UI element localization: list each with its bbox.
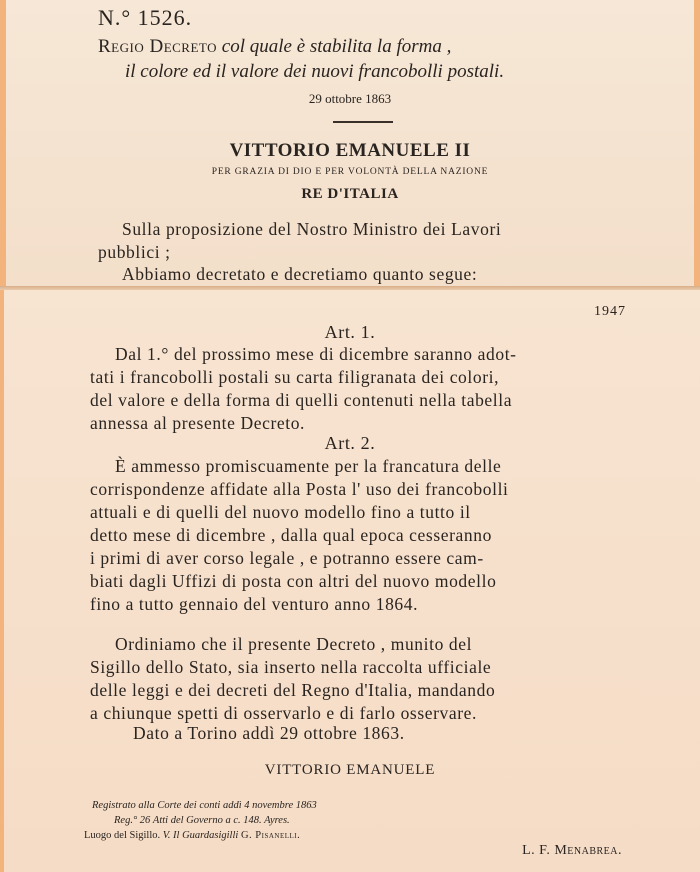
registration-line-1: Registrato alla Corte dei conti addì 4 novembre 1863: [92, 800, 317, 811]
article-line: corrispondenze affidate alla Posta l' uso dei francobolli: [90, 479, 509, 499]
seal-place: Luogo del Sigillo.: [84, 830, 161, 841]
preamble-line-1: Sulla proposizione del Nostro Ministro dei Lavori: [122, 219, 502, 239]
countersignature: [522, 843, 622, 859]
countersign-name: L. F. Menabrea.: [522, 843, 622, 858]
preamble-line-3: Abbiamo decretato e decretiamo quanto segue:: [122, 264, 478, 284]
article-line: attuali e di quelli del nuovo modello fino a tutto il: [90, 502, 471, 522]
article-line: fino a tutto gennaio del venturo anno 1864.: [90, 594, 419, 614]
keeper-of-seals: V. Il Guardasigilli: [162, 830, 239, 841]
article-heading: Art. 1.: [324, 322, 376, 342]
registration-line-3: [84, 830, 300, 841]
registration-acts: Atti del Governo a c. 148. Ayres.: [152, 815, 290, 826]
divider: [333, 121, 393, 123]
article-line: i primi di aver corso legale , e potranno essere cam-: [90, 548, 484, 568]
registration-volume: Reg.° 26: [114, 815, 151, 826]
decree-date: 29 ottobre 1863: [308, 91, 392, 106]
given-at: Dato a Torino addì 29 ottobre 1863.: [133, 723, 405, 743]
registration-line-2: [114, 815, 290, 826]
decree-type: Regio Decreto: [98, 36, 218, 57]
article-line: biati dagli Uffizi di posta con altri del nuovo modello: [90, 571, 497, 591]
article-line: del valore e della forma di quelli contenuti nella tabella: [90, 390, 513, 410]
article-line: Dal 1.° del prossimo mese di dicembre saranno adot-: [115, 344, 517, 364]
decree-title-line2: il colore ed il valore dei nuovi francobolli postali.: [125, 61, 505, 82]
closing-line: a chiunque spetti di osservarlo e di farlo osservare.: [90, 703, 478, 723]
article-line: annessa al presente Decreto.: [90, 413, 306, 433]
sovereign-title: RE D'ITALIA: [301, 186, 399, 202]
closing-line: Sigillo dello Stato, sia inserto nella raccolta ufficiale: [90, 657, 492, 677]
keeper-name: G. Pisanelli.: [240, 830, 301, 841]
article-heading: Art. 2.: [324, 433, 376, 453]
decree-title-rest: col quale è stabilita la forma ,: [221, 36, 452, 57]
royal-signature: VITTORIO EMANUELE: [264, 762, 436, 778]
preamble-line-2: pubblici ;: [98, 242, 171, 262]
article-line: È ammesso promiscuamente per la francatura delle: [115, 456, 502, 476]
sovereign-grace: PER GRAZIA DI DIO E PER VOLONTÀ DELLA NAZIONE: [211, 167, 489, 177]
closing-line: Ordiniamo che il presente Decreto , munito del: [115, 634, 473, 654]
article-line: tati i francobolli postali su carta filigranata dei colori,: [90, 367, 500, 387]
page-number: 1947: [594, 304, 626, 319]
closing-line: delle leggi e dei decreti del Regno d'Italia, mandando: [90, 680, 496, 700]
decree-number: N.° 1526.: [98, 5, 193, 30]
sovereign-name: VITTORIO EMANUELE II: [229, 140, 471, 161]
article-line: detto mese di dicembre , dalla qual epoca cesseranno: [90, 525, 492, 545]
decree-title-line1: [98, 36, 451, 58]
